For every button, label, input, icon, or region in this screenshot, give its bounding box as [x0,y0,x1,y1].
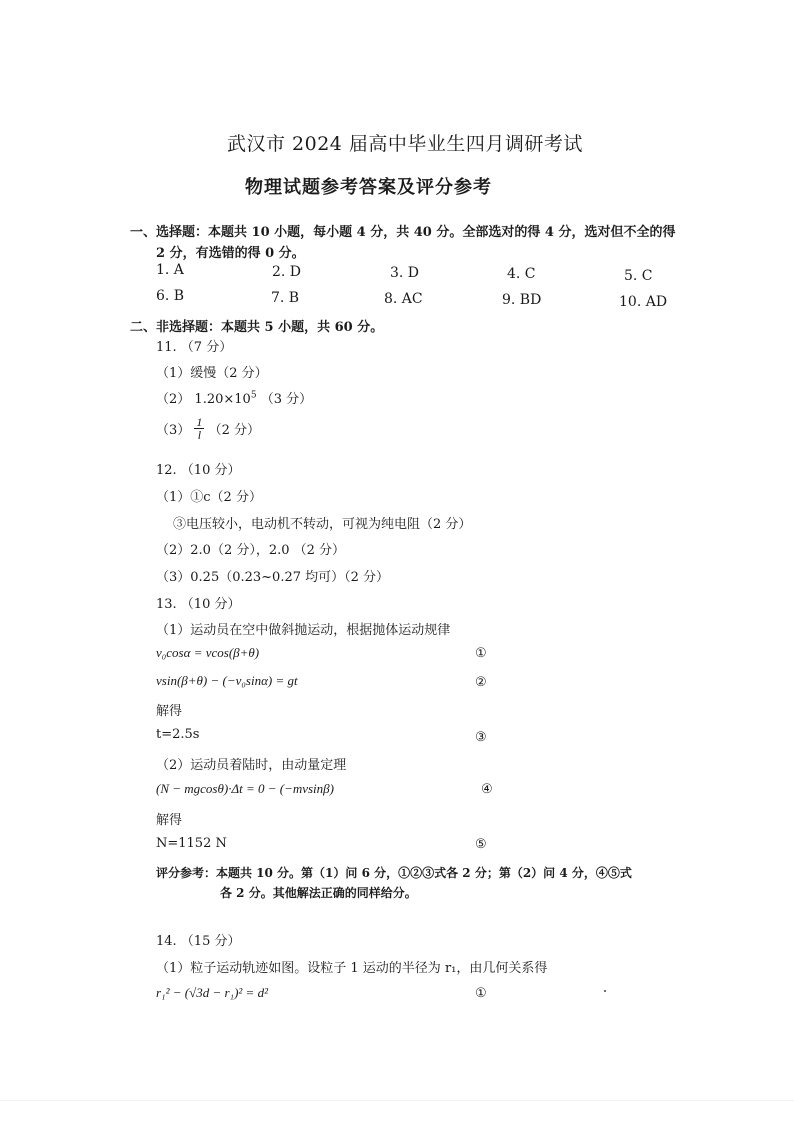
q13-result-2-tag: ⑤ [475,837,487,852]
answer-10: 10. AD [619,294,668,310]
q13-equation-4-tag: ④ [481,782,493,797]
q12-part2: （2）2.0（2 分），2.0 （2 分） [156,543,346,558]
q13-equation-1-tag: ① [475,646,487,661]
section1-heading-line2: 2 分，有选错的得 0 分。 [156,246,305,261]
q13-equation-4: (N − mgcosθ)·Δt = 0 − (−mvsinβ) [156,781,334,796]
q13-result-1: t=2.5s [156,727,200,742]
q13-scoring-line1: 评分参考：本题共 10 分。第（1）问 6 分，①②③式各 2 分；第（2）问 4 分，④⑤式 [156,866,632,880]
answer-8: 8. AC [384,291,423,307]
q11-part1: （1）缓慢（2 分） [156,366,268,381]
q13-equation-2-tag: ② [475,675,487,690]
q14-label: 14. （15 分） [156,934,241,949]
q14-equation-1-tag: ① [475,986,487,1001]
scan-speck [604,990,606,992]
q13-result-1-tag: ③ [475,730,487,745]
q14-part1: （1）粒子运动轨迹如图。设粒子 1 运动的半径为 r₁，由几何关系得 [156,961,548,976]
answer-2: 2. D [272,264,302,280]
q13-solve-2: 解得 [156,813,183,828]
q12-part1: （1）①c（2 分） [156,490,262,505]
section1-heading-line1: 一、选择题：本题共 10 小题，每小题 4 分，共 40 分。全部选对的得 4 分，选对但不全的得 [130,225,676,240]
page-subtitle: 物理试题参考答案及评分参考 [245,177,492,198]
q12-part3: （3）0.25（0.23~0.27 均可）（2 分） [156,570,390,585]
q13-result-2: N=1152 N [156,836,227,851]
q11-fraction: $\frac{1}{l}$ [196,415,203,442]
answer-9: 9. BD [502,292,542,308]
q11-label: 11. （7 分） [156,340,233,355]
q11-part2-value: $1.20\times 10^5$ [194,390,257,407]
answer-6: 6. B [156,288,185,304]
q13-equation-2: vsin(β+θ) − (−v₀sinα) = gt [156,673,298,688]
q13-part2: （2）运动员着陆时，由动量定理 [156,758,347,773]
q11-part3: （3） $\frac{1}{l}$ （2 分） [156,415,260,442]
q12-part1b: ③电压较小，电动机不转动，可视为纯电阻（2 分） [173,517,472,532]
q13-solve-1: 解得 [156,704,183,719]
q13-scoring-line2: 各 2 分。其他解法正确的同样给分。 [220,886,417,900]
page-bottom-edge [0,1100,794,1101]
answer-7: 7. B [271,290,300,306]
q13-part1: （1）运动员在空中做斜抛运动，根据抛体运动规律 [156,623,451,638]
q13-label: 13. （10 分） [156,597,241,612]
q12-label: 12. （10 分） [156,463,241,478]
q14-equation-1: r₁² − (√3d − r₁)² = d² [156,985,268,1000]
answer-5: 5. C [624,268,653,284]
answer-3: 3. D [390,265,420,281]
q11-part2: （2） $1.20\times 10^5$ （3 分） [156,390,313,407]
answer-1: 1. A [156,262,184,278]
q13-equation-1: v₀cosα = vcos(β+θ) [156,645,260,660]
answer-4: 4. C [507,266,536,282]
page-title: 武汉市 2024 届高中毕业生四月调研考试 [227,133,583,155]
section2-heading: 二、非选择题：本题共 5 小题，共 60 分。 [130,320,384,335]
